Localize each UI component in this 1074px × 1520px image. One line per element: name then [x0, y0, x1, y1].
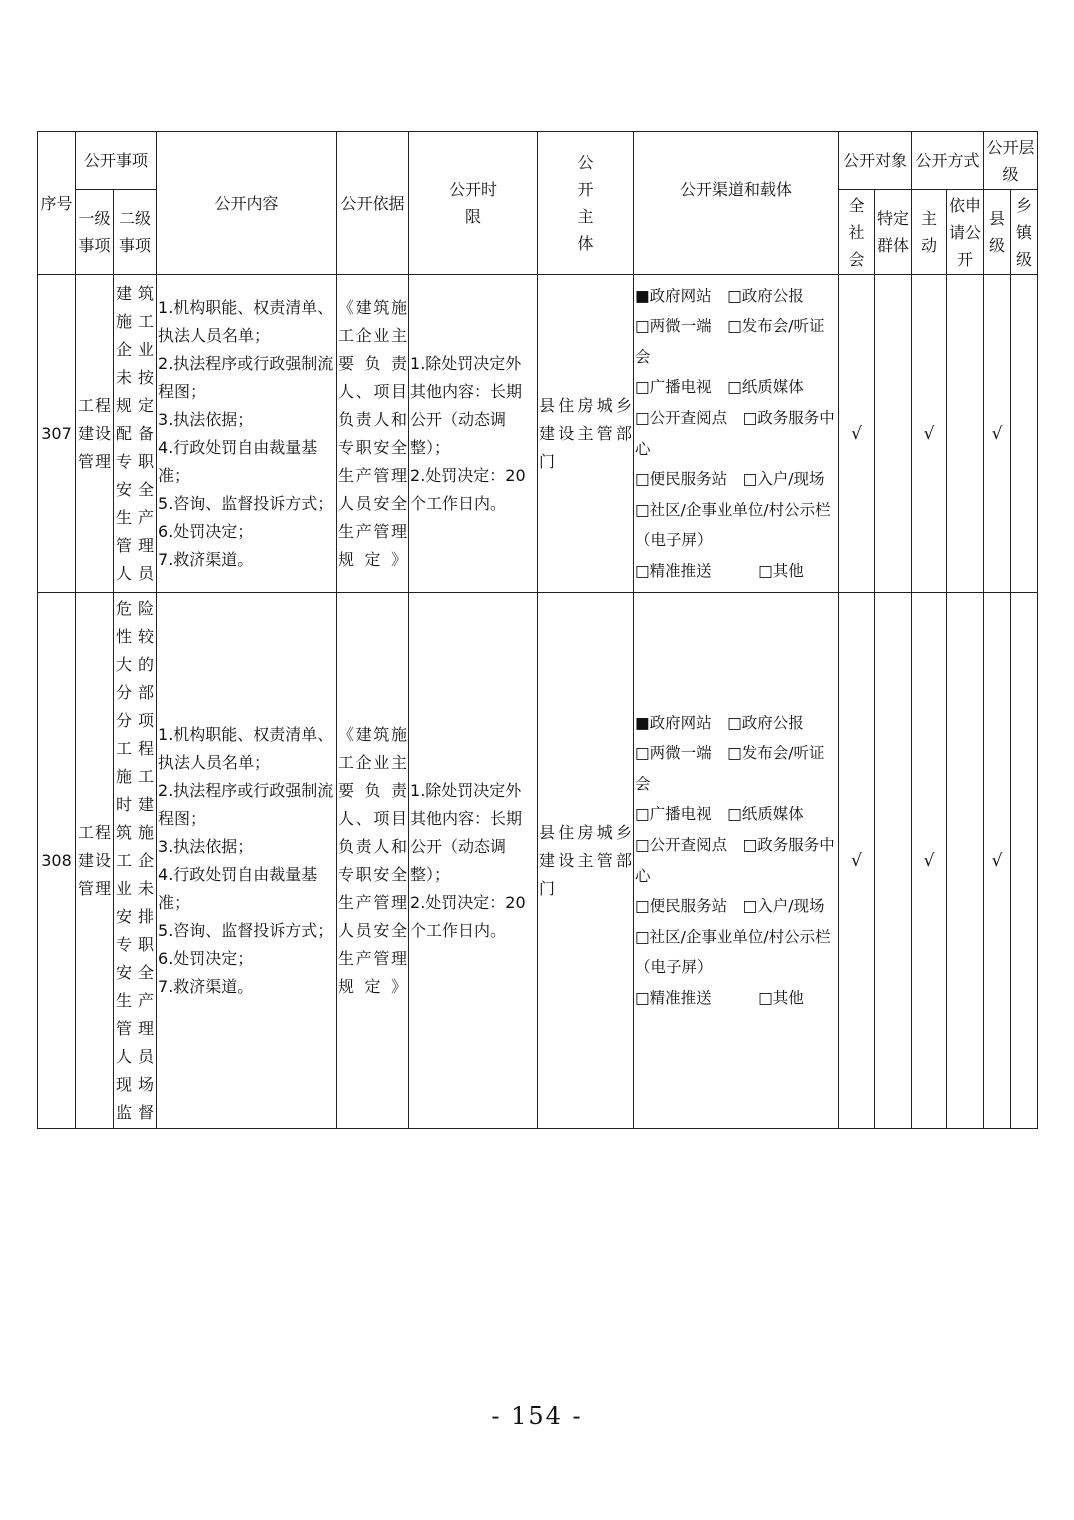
- header-target: 公开对象: [839, 132, 912, 190]
- row-channel: [634, 275, 839, 593]
- header-scope-county: 县级: [984, 190, 1011, 275]
- channel-line: □广播电视 □纸质媒体: [635, 378, 804, 397]
- channel-line: □两微一端 □发布会/听证会: [635, 317, 825, 366]
- check-all-society: √: [839, 275, 875, 593]
- check-specific: [875, 275, 912, 593]
- check-township: [1011, 593, 1038, 1129]
- content-line: 3.执法依据；: [158, 409, 254, 429]
- row-subject: 县住房城乡建设主管部门: [538, 593, 634, 1129]
- table-row: [38, 593, 1038, 1129]
- check-on-request: [947, 275, 984, 593]
- content-line: 1.机构职能、权责清单、执法人员名单；: [158, 724, 334, 772]
- row-level1: 工程建设管理: [76, 593, 114, 1129]
- row-period: [409, 275, 538, 593]
- header-scope-township: 乡镇级: [1011, 190, 1038, 275]
- header-content: 公开内容: [157, 132, 337, 275]
- check-all-society: √: [839, 593, 875, 1129]
- header-target-all: 全社会: [839, 190, 875, 275]
- channel-line: □便民服务站 □入户/现场: [635, 897, 825, 916]
- content-line: 7.救济渠道。: [158, 976, 254, 996]
- content-line: 2.执法程序或行政强制流程图；: [158, 353, 334, 401]
- channel-line: □广播电视 □纸质媒体: [635, 805, 804, 824]
- header-scope: 公开层级: [984, 132, 1038, 190]
- header-period: 公开时限: [409, 132, 538, 275]
- check-active: √: [912, 275, 947, 593]
- channel-line: □精准推送 □其他: [635, 988, 804, 1007]
- content-line: 5.咨询、监督投诉方式；: [158, 920, 334, 940]
- row-seq: 308: [38, 593, 76, 1129]
- header-method-active: 主动: [912, 190, 947, 275]
- header-target-specific: 特定群体: [875, 190, 912, 275]
- check-active: √: [912, 593, 947, 1129]
- row-level2: 危险性较大的分部分项工程施工时建筑施工企业未安排专职安全生产管理人员现场监督: [114, 593, 157, 1129]
- header-basis: 公开依据: [337, 132, 409, 275]
- period-line: 1.除处罚决定外其他内容：长期公开（动态调整）；: [410, 780, 523, 884]
- check-on-request: [947, 593, 984, 1129]
- row-channel: [634, 593, 839, 1129]
- channel-line: ■政府网站 □政府公报: [635, 286, 804, 305]
- row-seq: 307: [38, 275, 76, 593]
- row-level2: 建筑施工企业未按规定配备专职安全生产管理人员: [114, 275, 157, 593]
- row-content: [157, 275, 337, 593]
- header-method-request: 依申请公开: [947, 190, 984, 275]
- header-level2: 二级事项: [114, 190, 157, 275]
- row-basis: 《建筑施工企业主要负责人、项目负责人和专职安全生产管理人员安全生产管理规定》: [337, 275, 409, 593]
- row-period: [409, 593, 538, 1129]
- content-line: 7.救济渠道。: [158, 549, 254, 569]
- channel-line: □社区/企事业单位/村公示栏（电子屏）: [635, 927, 831, 977]
- channel-line: □公开查阅点 □政务服务中心: [635, 835, 835, 885]
- table-row: [38, 275, 1038, 593]
- channel-line: ■政府网站 □政府公报: [635, 713, 804, 732]
- row-subject: 县住房城乡建设主管部门: [538, 275, 634, 593]
- channel-line: □精准推送 □其他: [635, 561, 804, 580]
- header-subject: 公开主体: [538, 132, 634, 275]
- header-seq: 序号: [38, 132, 76, 275]
- content-line: 4.行政处罚自由裁量基准；: [158, 864, 318, 912]
- header-level1: 一级事项: [76, 190, 114, 275]
- content-line: 1.机构职能、权责清单、执法人员名单；: [158, 297, 334, 345]
- content-line: 5.咨询、监督投诉方式；: [158, 493, 334, 513]
- disclosure-table: [37, 131, 1038, 1129]
- page-number: - 154 -: [491, 1402, 583, 1430]
- content-line: 6.处罚决定；: [158, 521, 254, 541]
- check-county: √: [984, 593, 1011, 1129]
- row-level1: 工程建设管理: [76, 275, 114, 593]
- channel-line: □便民服务站 □入户/现场: [635, 470, 825, 489]
- content-line: 6.处罚决定；: [158, 948, 254, 968]
- period-line: 2.处罚决定：20个工作日内。: [410, 892, 526, 940]
- header-method: 公开方式: [912, 132, 984, 190]
- period-line: 1.除处罚决定外其他内容：长期公开（动态调整）；: [410, 353, 523, 457]
- channel-line: □公开查阅点 □政务服务中心: [635, 408, 835, 458]
- period-line: 2.处罚决定：20个工作日内。: [410, 465, 526, 513]
- content-line: 4.行政处罚自由裁量基准；: [158, 437, 318, 485]
- content-line: 3.执法依据；: [158, 836, 254, 856]
- content-line: 2.执法程序或行政强制流程图；: [158, 780, 334, 828]
- channel-line: □社区/企事业单位/村公示栏（电子屏）: [635, 500, 831, 550]
- row-basis: 《建筑施工企业主要负责人、项目负责人和专职安全生产管理人员安全生产管理规定》: [337, 593, 409, 1129]
- row-content: [157, 593, 337, 1129]
- header-matter: 公开事项: [76, 132, 157, 190]
- header-channel: 公开渠道和载体: [634, 132, 839, 275]
- check-county: √: [984, 275, 1011, 593]
- check-township: [1011, 275, 1038, 593]
- check-specific: [875, 593, 912, 1129]
- channel-line: □两微一端 □发布会/听证会: [635, 744, 825, 793]
